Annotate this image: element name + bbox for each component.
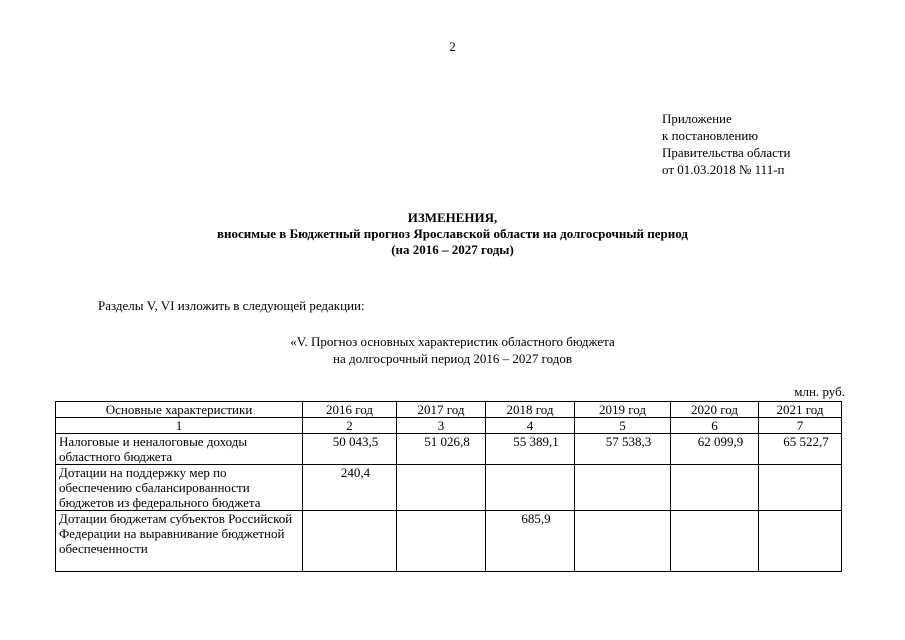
- column-number: 1: [56, 418, 303, 434]
- section-heading-line-2: на долгосрочный период 2016 – 2027 годов: [333, 351, 572, 366]
- forecast-table: [55, 401, 842, 572]
- table-cell: 57 538,3: [575, 434, 671, 465]
- table-cell: 50 043,5: [303, 434, 397, 465]
- table-cell: 55 389,1: [486, 434, 575, 465]
- document-title: [0, 210, 905, 258]
- row-label: Дотации бюджетам субъектов Российской Федерации на выравнивание бюджетной обеспеченности: [56, 511, 303, 572]
- section-heading: [0, 333, 905, 367]
- column-number: 7: [759, 418, 842, 434]
- table-cell: [486, 465, 575, 511]
- column-header: Основные характеристики: [56, 402, 303, 418]
- table-cell: 685,9: [486, 511, 575, 572]
- column-header: 2016 год: [303, 402, 397, 418]
- table-cell: [759, 465, 842, 511]
- column-header: 2019 год: [575, 402, 671, 418]
- table-header-row: [56, 402, 842, 418]
- table-row: [56, 434, 842, 465]
- appendix-line: Правительства области: [662, 145, 791, 160]
- appendix-line: от 01.03.2018 № 111-п: [662, 162, 785, 177]
- title-line-1: ИЗМЕНЕНИЯ,: [407, 210, 498, 225]
- title-line-2: вносимые в Бюджетный прогноз Ярославской области на долгосрочный период: [217, 226, 688, 241]
- table-cell: 51 026,8: [397, 434, 486, 465]
- column-header: 2020 год: [671, 402, 759, 418]
- column-number-row: [56, 418, 842, 434]
- row-label: Дотации на поддержку мер по обеспечению сбалансированности бюджетов из федерального бюджета: [56, 465, 303, 511]
- section-heading-line-1: «V. Прогноз основных характеристик областного бюджета: [290, 334, 615, 349]
- table-cell: [303, 511, 397, 572]
- title-line-3: (на 2016 – 2027 годы): [391, 242, 514, 257]
- column-number: 6: [671, 418, 759, 434]
- table-cell: 65 522,7: [759, 434, 842, 465]
- table-cell: 240,4: [303, 465, 397, 511]
- table-cell: 62 099,9: [671, 434, 759, 465]
- table-cell: [671, 465, 759, 511]
- page-number: 2: [449, 39, 456, 54]
- table-cell: [575, 511, 671, 572]
- table-row: [56, 511, 842, 572]
- instruction-text: Разделы V, VI изложить в следующей редакции:: [98, 298, 365, 313]
- appendix-line: к постановлению: [662, 128, 759, 143]
- column-header: 2021 год: [759, 402, 842, 418]
- column-header: 2017 год: [397, 402, 486, 418]
- row-label: Налоговые и неналоговые доходы областного бюджета: [56, 434, 303, 465]
- units-label: млн. руб.: [794, 384, 845, 399]
- table-row: [56, 465, 842, 511]
- table-cell: [671, 511, 759, 572]
- appendix-note: [662, 110, 791, 178]
- table-cell: [759, 511, 842, 572]
- appendix-line: Приложение: [662, 111, 732, 126]
- table-cell: [397, 465, 486, 511]
- column-header: 2018 год: [486, 402, 575, 418]
- table-cell: [397, 511, 486, 572]
- column-number: 2: [303, 418, 397, 434]
- column-number: 3: [397, 418, 486, 434]
- column-number: 5: [575, 418, 671, 434]
- column-number: 4: [486, 418, 575, 434]
- table-cell: [575, 465, 671, 511]
